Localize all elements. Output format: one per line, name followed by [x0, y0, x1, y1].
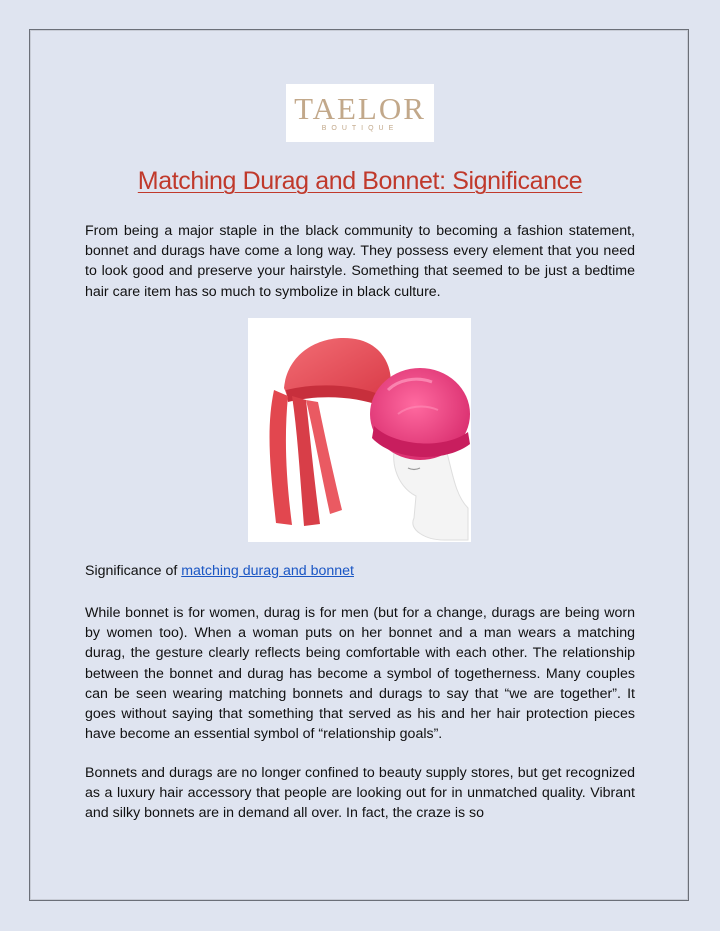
product-illustration [248, 318, 471, 542]
intro-paragraph: From being a major staple in the black community to becoming a fashion statement, bonnet and durags have come a long way. They possess every element that you need to look good and preserve your hairstyle. Something that seemed to be just a bedtime hair care item has so much to symbolize in black culture. [85, 223, 635, 300]
page-title: Matching Durag and Bonnet: Significance [137, 167, 583, 195]
taelor-boutique-logo [286, 84, 434, 142]
logo-wordmark: TAELOR [294, 91, 426, 126]
durag-bonnet-photo [248, 318, 471, 542]
significance-line [85, 563, 354, 579]
logo-subtitle: BOUTIQUE [321, 125, 399, 132]
body-paragraph-3: Bonnets and durags are no longer confined to beauty supply stores, but get recognized as a luxury hair accessory that people are looking out for in unmatched quality. Vibrant and silky bonnets are in demand all over. In fact, the craze is so [85, 765, 635, 822]
significance-prefix: Significance of [85, 563, 182, 579]
body-paragraph-2: While bonnet is for women, durag is for men (but for a change, durags are being worn by women too). When a woman puts on her bonnet and a man wears a matching durag, the gesture clearly reflects being comfortable with each other. The relationship between the bonnet and durag has become a symbol of togetherness. Many couples can be seen wearing matching bonnets and durags to say that “we are together”. It goes without saying that something that served as his and her hair protection pieces have become an essential symbol of “relationship goals”. [85, 605, 635, 743]
matching-durag-bonnet-link[interactable]: matching durag and bonnet [181, 563, 354, 579]
